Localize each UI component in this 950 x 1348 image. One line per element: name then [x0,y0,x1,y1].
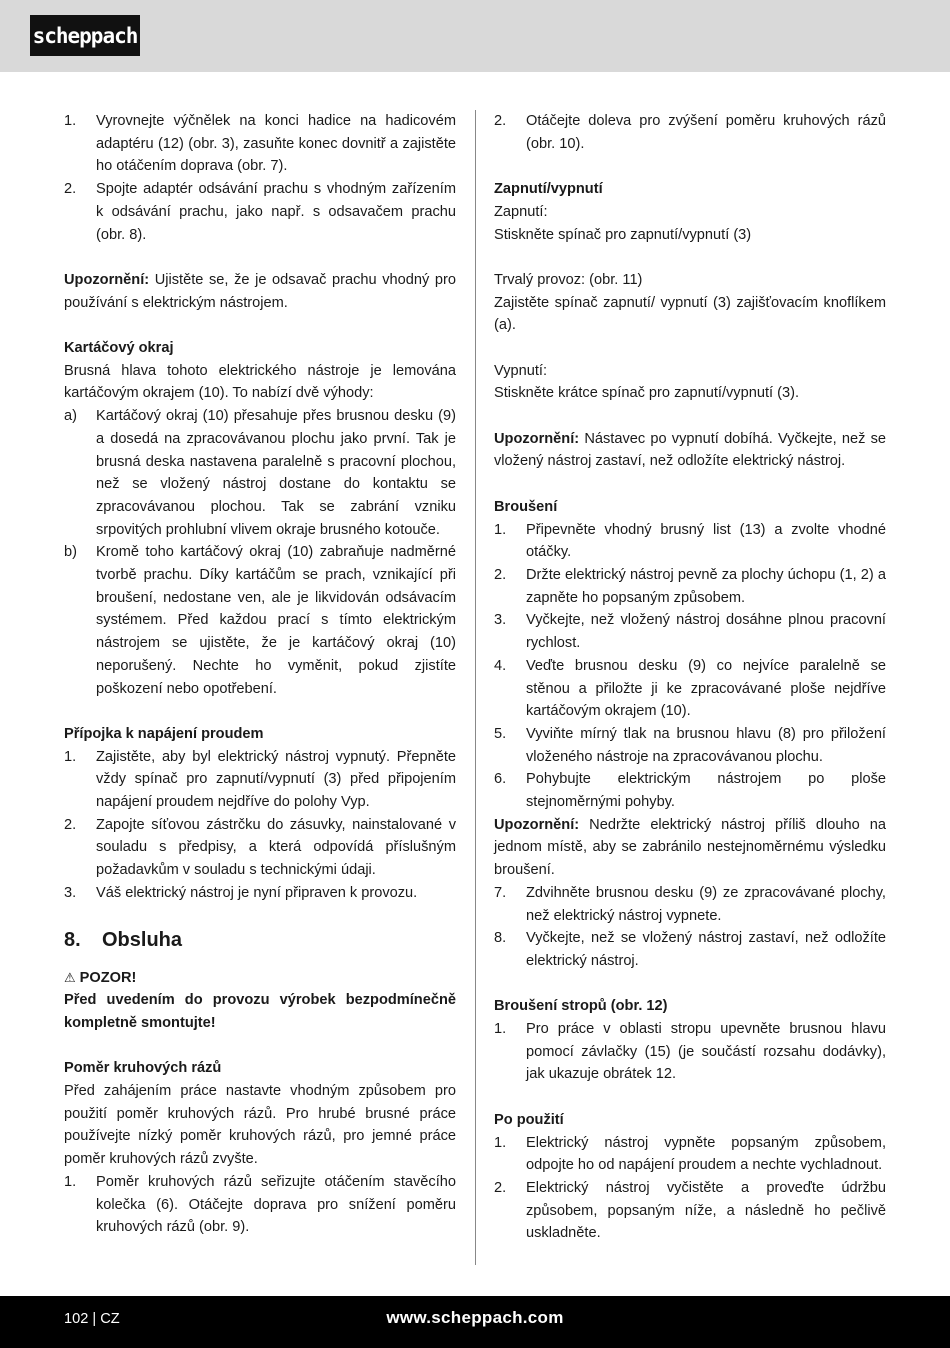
section-title: 8. Obsluha [64,928,183,951]
list-item: b) Kromě toho kartáčový okraj (10) zabraňuje nadměrné tvorbě prachu. Díky kartáčům se prach, vznikající při broušení, nedostane ven, ale je likvidován odsávacím systémem. Před každou prací s tímto elektrickým nástrojem se ujistěte, že je kartáčový okraj (10) neporušený. Nechte ho vyměnit, pokud zjistíte poškození nebo opotřebení. [64,544,456,697]
list-item: 6. Pohybujte elektrickým nástrojem po ploše stejnoměrnými pohyby. [494,771,886,811]
switch-off-label: Vypnutí: [494,362,548,379]
uneven-sanding-note: Upozornění: Nedržte elektrický nástroj příliš dlouho na jednom místě, aby se zabránilo nestejnoměrnému výsledku broušení. [494,816,886,879]
list-item: 1. Vyrovnejte výčnělek na konci hadice na hadicovém adaptéru (12) (obr. 3), zasuňte konec dovnitř a zajistěte ho otáčením doprava (obr. 7). [64,113,456,175]
left-column [64,110,456,1239]
page-number: 102 | CZ [64,1311,120,1327]
switch-on-text: Stiskněte spínač pro zapnutí/vypnutí (3) [494,226,752,243]
list-item: 1. Zajistěte, aby byl elektrický nástroj vypnutý. Přepněte vždy spínač pro zapnutí/vypnutí (3) před připojením napájení proudem nejdříve do polohy Vyp. [64,748,456,811]
continuous-operation-label: Trvalý provoz: (obr. 11) [494,271,643,288]
list-item: 2. Držte elektrický nástroj pevně za plochy úchopu (1, 2) a zapněte ho popsaným způsobem. [494,566,886,606]
switch-on-label: Zapnutí: [494,203,548,220]
list-item: 3. Vyčkejte, než vložený nástroj dosáhne plnou pracovní rychlost. [494,612,886,652]
list-item: a) Kartáčový okraj (10) přesahuje přes brusnou desku (9) a dosedá na zpracovávanou plochu jako první. Tak je brusná deska nastavena paralelně s pracovní plochou, než se vložený nástroj dostane do kontaktu se zpracovávanou plochou. Tak se zabrání vzniku srpovitých prohlubní vlivem okraje brusného kotouče. [64,408,456,538]
switch-off-text: Stiskněte krátce spínač pro zapnutí/vypnutí (3). [494,385,800,402]
list-item: 1. Pro práce v oblasti stropu upevněte brusnou hlavu pomocí závlačky (15) (je součástí rozsahu dodávky), jak ukazuje obrátek 12. [494,1021,886,1083]
sanding-heading: Broušení [494,498,558,515]
list-item: 1. Poměr kruhových rázů seřizujte otáčením stavěcího kolečka (6). Otáčejte doprava pro snížení poměru kruhových rázů (obr. 9). [64,1173,456,1236]
list-item: 4. Veďte brusnou desku (9) co nejvíce paralelně se stěnou a přiložte ji ke zpracovávané ploše nejdříve kartáčovým okrajem (10). [494,657,886,720]
list-item: 1. Připevněte vhodný brusný list (13) a zvolte vhodné otáčky. [494,521,886,561]
ceiling-sanding-list [494,1018,886,1086]
list-item: 8. Vyčkejte, než se vložený nástroj zastaví, než odložíte elektrický nástroj. [494,930,886,969]
caution-label: ⚠ POZOR! [64,967,456,990]
after-use-heading: Po použití [494,1111,564,1128]
run-down-note: Upozornění: Nástavec po vypnutí dobíhá. Vyčkejte, než se vložený nástroj zastaví, než odložíte elektrický nástroj. [494,430,886,470]
list-item: 2. Spojte adaptér odsávání prachu s vhodným zařízením k odsávání prachu, jako např. s odsavačem prachu (obr. 8). [64,181,456,243]
list-item: 2. Otáčejte doleva pro zvýšení poměru kruhových rázů (obr. 10). [494,113,886,152]
brush-edge-list [64,405,456,700]
list-item: 7. Zdvihněte brusnou desku (9) ze zpracovávané plochy, než elektrický nástroj vypnete. [494,884,886,924]
intro-list [64,110,456,246]
power-connection-list [64,746,456,905]
list-item: 2. Zapojte síťovou zástrčku do zásuvky, nainstalované v souladu s předpisy, a která odpovídá příslušným požadavkům v souladu s technickými údaji. [64,816,456,879]
list-item: 5. Vyviňte mírný tlak na brusnou hlavu (8) pro přiložení vloženého nástroje na zpracovávanou plochu. [494,725,886,765]
caution-text: Před uvedením do provozu výrobek bezpodmínečně kompletně smontujte! [64,992,456,1031]
orbit-ratio-intro: Před zahájením práce nastavte vhodným způsobem pro použití poměr kruhových rázů. Pro hrubé brusné práce používejte nízký poměr kruhových rázů, pro jemné práce poměr kruhových rázů zvyšte. [64,1083,456,1168]
warning-triangle-icon: ⚠ [64,969,76,985]
on-off-heading: Zapnutí/vypnutí [494,181,603,198]
after-use-list [494,1132,886,1246]
brush-edge-intro: Brusná hlava tohoto elektrického nástroje je lemována kartáčovým okrajem (10). To nabízí dvě výhody: [64,362,456,402]
orbit-ratio-heading: Poměr kruhových rázů [64,1060,222,1077]
continuous-operation-text: Zajistěte spínač zapnutí/ vypnutí (3) zajišťovacím knoflíkem (a). [494,294,886,334]
column-divider [475,110,476,1265]
orbit-ratio-list [64,1171,456,1239]
sanding-list-continued [494,882,886,973]
list-item: 1. Elektrický nástroj vypněte popsaným způsobem, odpojte ho od napájení proudem a nechte vychladnout. [494,1134,886,1174]
website-url: www.scheppach.com [386,1308,564,1327]
list-item: 2. Elektrický nástroj vyčistěte a proveďte údržbu způsobem, popsaným níže, a následně ho pečlivě uskladněte. [494,1179,886,1242]
header-band [0,0,950,72]
dust-extractor-note: Upozornění: Ujistěte se, že je odsavač prachu vhodný pro používání s elektrickým nástrojem. [64,271,456,311]
brush-edge-heading: Kartáčový okraj [64,340,174,356]
page-footer [0,1296,950,1348]
sanding-list [494,519,886,814]
power-connection-heading: Přípojka k napájení proudem [64,725,264,742]
right-column [494,110,886,1245]
ceiling-sanding-heading: Broušení stropů (obr. 12) [494,998,668,1015]
list-item: 3. Váš elektrický nástroj je nyní připraven k provozu. [64,884,418,901]
scheppach-logo: scheppach [30,15,140,56]
orbit-ratio-list-continued [494,110,886,155]
